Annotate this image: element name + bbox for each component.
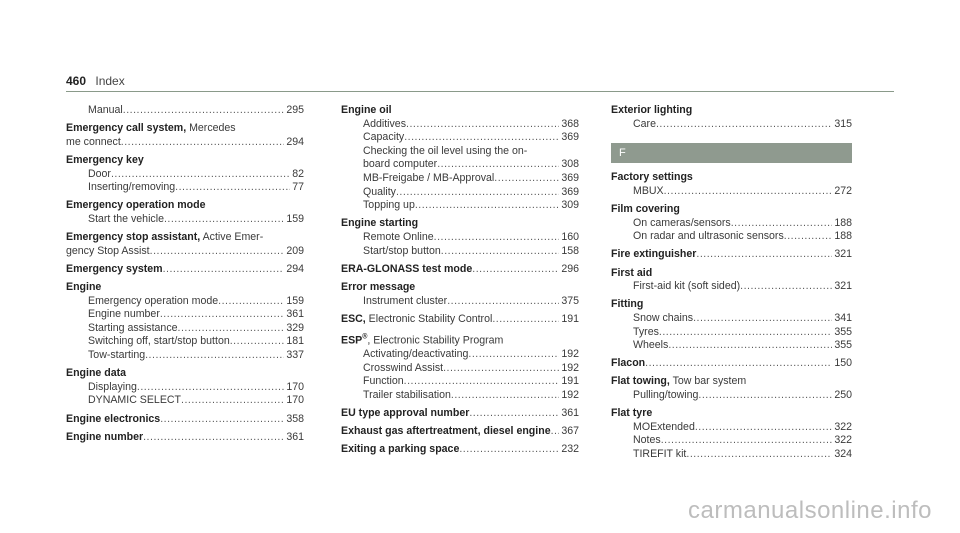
entry-label: gency Stop Assist: [66, 244, 150, 257]
entry-heading: Factory settings: [611, 171, 693, 184]
page-ref[interactable]: 309: [561, 199, 579, 212]
entry-heading: Emergency key: [66, 153, 144, 166]
page-ref[interactable]: 369: [561, 185, 579, 198]
page-ref[interactable]: 321: [834, 248, 852, 261]
page-ref[interactable]: 341: [834, 311, 852, 324]
page-title: Index: [95, 74, 125, 88]
entry-heading: Error message: [341, 280, 416, 293]
entry-label: Topping up: [363, 199, 415, 212]
page-ref[interactable]: 170: [286, 394, 304, 407]
entry-label: Fire extinguisher: [611, 248, 697, 261]
entry-label: Start/stop button: [363, 244, 441, 257]
index-entry: [341, 281, 579, 308]
entry-label: On radar and ultrasonic sensors: [633, 230, 784, 243]
entry-label: Instrument cluster: [363, 294, 448, 307]
index-entry: [611, 357, 852, 371]
entry-label: EU type approval number: [341, 406, 470, 419]
index-entry: [66, 154, 304, 195]
index-entry: [66, 281, 304, 363]
page-ref[interactable]: 159: [286, 294, 304, 307]
page-ref[interactable]: 296: [561, 262, 579, 275]
entry-label: Flacon: [611, 357, 646, 370]
page-ref[interactable]: 160: [561, 230, 579, 243]
page-ref[interactable]: 159: [286, 212, 304, 225]
entry-label: Quality: [363, 185, 396, 198]
index-entry: [611, 375, 852, 402]
page-ref[interactable]: 355: [834, 325, 852, 338]
index-entry: [341, 443, 579, 457]
page-ref[interactable]: 77: [292, 181, 304, 194]
index-entry: [66, 431, 304, 445]
entry-label: Inserting/removing: [88, 181, 176, 194]
page-ref[interactable]: 322: [834, 434, 852, 447]
entry-label: Start the vehicle: [88, 212, 164, 225]
entry-label: Starting assistance: [88, 321, 178, 334]
entry-label: Engine number: [66, 430, 144, 443]
entry-label: Exhaust gas aftertreatment, diesel engine: [341, 425, 551, 438]
entry-label: Care: [633, 117, 656, 130]
entry-label: TIREFIT kit: [633, 448, 687, 461]
entry-label: Emergency stop assistant, Active Emer-: [66, 231, 264, 244]
page-ref[interactable]: 361: [561, 406, 579, 419]
entry-label: Exiting a parking space: [341, 443, 460, 456]
entry-label: MB-Freigabe / MB-Approval: [363, 171, 495, 184]
entry-label: Engine electronics: [66, 412, 161, 425]
entry-label: On cameras/sensors: [633, 216, 731, 229]
index-column-2: [341, 104, 579, 462]
entry-label: Displaying: [88, 380, 137, 393]
entry-label: Function: [363, 375, 404, 388]
page-ref[interactable]: 369: [561, 131, 579, 144]
watermark: carmanualsonline.info: [688, 497, 932, 524]
entry-label: ESP®, Electronic Stability Program: [341, 333, 504, 347]
entry-label: Engine number: [88, 308, 160, 321]
index-entry: [611, 248, 852, 262]
entry-heading: Engine oil: [341, 104, 392, 116]
page-ref[interactable]: 192: [561, 388, 579, 401]
page-ref[interactable]: 188: [834, 216, 852, 229]
page-ref[interactable]: 369: [561, 171, 579, 184]
entry-label: Wheels: [633, 339, 669, 352]
entry-label: DYNAMIC SELECT: [88, 394, 182, 407]
page-ref[interactable]: 329: [286, 321, 304, 334]
entry-label: Emergency operation mode: [88, 294, 219, 307]
index-entry: [66, 104, 304, 118]
page-ref[interactable]: 170: [286, 380, 304, 393]
page-ref[interactable]: 337: [286, 349, 304, 362]
entry-heading: First aid: [611, 266, 653, 279]
entry-heading: Engine data: [66, 367, 127, 380]
index-entry: [611, 171, 852, 198]
entry-label: Trailer stabilisation: [363, 388, 451, 401]
page-ref[interactable]: 294: [286, 135, 304, 148]
page-ref[interactable]: 295: [286, 104, 304, 116]
page-ref[interactable]: 188: [834, 230, 852, 243]
page-ref[interactable]: 250: [834, 389, 852, 402]
index-entry: [66, 263, 304, 277]
entry-label: Tyres: [633, 325, 659, 338]
page-ref[interactable]: 355: [834, 339, 852, 352]
header-divider: [66, 91, 894, 92]
page-ref[interactable]: 181: [286, 335, 304, 348]
page-ref[interactable]: 192: [561, 348, 579, 360]
index-entry: [341, 407, 579, 421]
entry-heading: Film covering: [611, 202, 680, 215]
page-ref[interactable]: 322: [834, 420, 852, 433]
entry-label: ESC, Electronic Stability Control: [341, 312, 493, 325]
section-letter-bar: F: [611, 143, 852, 163]
entry-label: First-aid kit (soft sided): [633, 280, 741, 293]
page-ref[interactable]: 232: [561, 443, 579, 456]
entry-heading: Flat tyre: [611, 407, 653, 420]
entry-heading: Engine starting: [341, 217, 419, 230]
entry-label: Snow chains: [633, 311, 694, 324]
index-entry: [66, 367, 304, 408]
page-ref[interactable]: 315: [834, 117, 852, 130]
page-ref[interactable]: 368: [561, 117, 579, 130]
entry-label: Notes: [633, 434, 661, 447]
index-column-1: [66, 104, 304, 449]
entry-label: board computer: [363, 158, 438, 171]
entry-label: Flat towing, Tow bar system: [611, 375, 747, 388]
page-ref[interactable]: 191: [561, 375, 579, 388]
entry-label: Checking the oil level using the on-: [363, 144, 528, 157]
entry-label: Pulling/towing: [633, 389, 699, 402]
page-ref[interactable]: 367: [561, 425, 579, 438]
index-entry: [611, 407, 852, 461]
entry-heading: Engine: [66, 281, 102, 294]
page-ref[interactable]: 361: [286, 430, 304, 443]
entry-label: Activating/deactivating: [363, 348, 469, 360]
index-entry: [611, 267, 852, 294]
entry-label: MBUX: [633, 184, 664, 197]
page-ref[interactable]: 150: [834, 357, 852, 370]
page-ref[interactable]: 192: [561, 361, 579, 374]
entry-label: Remote Online: [363, 230, 434, 243]
index-entry: [66, 231, 304, 258]
entry-label: Emergency system: [66, 262, 163, 275]
page-ref[interactable]: 209: [286, 244, 304, 257]
page-ref[interactable]: 358: [286, 412, 304, 425]
index-entry: [611, 203, 852, 244]
page-ref[interactable]: 321: [834, 280, 852, 293]
index-entry: [341, 217, 579, 258]
entry-label: me connect: [66, 135, 121, 148]
index-entry: [66, 122, 304, 149]
entry-label: Emergency call system, Mercedes: [66, 122, 236, 135]
entry-heading: Fitting: [611, 298, 644, 311]
index-entry: [611, 104, 852, 131]
entry-label: MOExtended: [633, 420, 695, 433]
entry-label: ERA-GLONASS test mode: [341, 262, 473, 275]
index-entry: [341, 425, 579, 439]
index-entry: [341, 331, 579, 403]
entry-label: Capacity: [363, 131, 405, 144]
entry-label: Manual: [88, 104, 123, 116]
index-entry: [341, 263, 579, 277]
index-entry: [611, 298, 852, 352]
page-ref[interactable]: 308: [561, 158, 579, 171]
index-entry: [66, 199, 304, 226]
index-entry: [341, 104, 579, 213]
entry-label: Tow-starting: [88, 349, 146, 362]
page-ref[interactable]: 294: [286, 262, 304, 275]
page-ref[interactable]: 361: [286, 308, 304, 321]
page-ref[interactable]: 375: [561, 294, 579, 307]
page-ref[interactable]: 324: [834, 448, 852, 461]
entry-label: Door: [88, 167, 111, 180]
page-header: [66, 74, 125, 88]
entry-label: Crosswind Assist: [363, 361, 444, 374]
entry-label: Additives: [363, 117, 406, 130]
page-ref[interactable]: 272: [834, 184, 852, 197]
index-column-3: [611, 104, 852, 466]
page-ref[interactable]: 82: [292, 167, 304, 180]
index-entry: [66, 413, 304, 427]
entry-label: Switching off, start/stop button: [88, 335, 230, 348]
page-ref[interactable]: 191: [561, 312, 579, 325]
page-ref[interactable]: 158: [561, 244, 579, 257]
entry-heading: Emergency operation mode: [66, 199, 206, 212]
page-number: 460: [66, 74, 87, 88]
index-entry: [341, 313, 579, 327]
entry-heading: Exterior lighting: [611, 104, 693, 116]
